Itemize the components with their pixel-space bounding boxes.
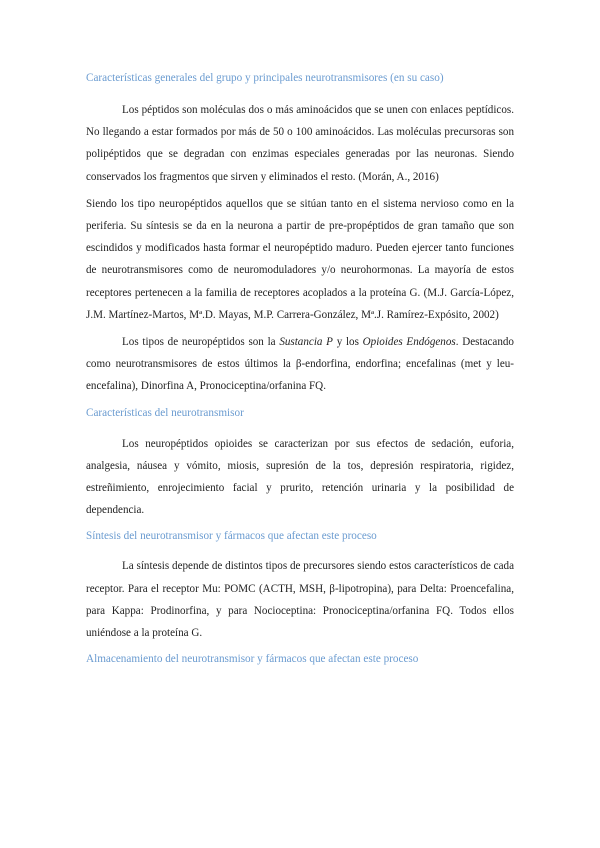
paragraph-text: Los tipos de neuropéptidos son la <box>122 336 280 349</box>
paragraph-neuropeptides: Siendo los tipo neuropéptidos aquellos que se sitúan tanto en el sistema nervioso como en la periferia. Su síntesis se da en la neurona a partir de pre-propéptidos de gran tamaño que son escindidos y modificados hasta formar el neuropéptido maduro. Pueden ejercer tanto funciones de neurotransmisores como de neuromoduladores y/o neurohormonas. La mayoría de estos receptores pertenecen a la familia de receptores acoplados a la proteína G. (M.J. García-López, J.M. Martínez-Martos, Mª.D. Mayas, M.P. Carrera-González, Mª.J. Ramírez-Expósito, 2002) <box>86 197 514 321</box>
section-heading-characteristics: Características generales del grupo y principales neurotransmisores (en su caso) <box>86 72 444 84</box>
paragraph-synthesis: La síntesis depende de distintos tipos de precursores siendo estos característicos de cada receptor. Para el receptor Mu: POMC (ACTH, MSH, β-lipotropina), para Delta: Proencefalina, para Kappa: Prodinorfina, y para Nocioceptina: Pronociceptina/orfanina FQ. Todos ellos uniéndose a la proteína G. <box>86 560 514 640</box>
paragraph-text: . Destacando como neurotransmisores de estos últimos la β-endorfina, endorfina; encefalinas (met y leu-encefalina), Dinorfina A, Pronociceptina/orfanina FQ. <box>86 336 514 393</box>
section-heading-synthesis: Síntesis del neurotransmisor y fármacos que afectan este proceso <box>86 530 377 543</box>
substance-p-term: Sustancia P <box>279 336 333 349</box>
paragraph-opioid-effects: Los neuropéptidos opioides se caracterizan por sus efectos de sedación, euforia, analgesia, náusea y vómito, miosis, supresión de la tos, depresión respiratoria, rigidez, estreñimiento, enrojecimiento facial y prurito, retención urinaria y la posibilidad de dependencia. <box>86 437 514 517</box>
paragraph-text: y los <box>332 336 363 349</box>
endogenous-opioids-term: Opioides Endógenos <box>362 336 456 349</box>
document-body <box>86 66 514 668</box>
paragraph-neuropeptide-types <box>86 331 514 398</box>
paragraph-peptides: Los péptidos son moléculas dos o más aminoácidos que se unen con enlaces peptídicos. No llegando a estar formados por más de 50 o 100 aminoácidos. Las moléculas precursoras son polipéptidos que se degradan con enzimas especiales generadas por las neuronas. Siendo conservados los fragmentos que sirven y eliminados el resto. (Morán, A., 2016) <box>86 104 514 183</box>
section-heading-storage: Almacenamiento del neurotransmisor y fármacos que afectan este proceso <box>86 653 419 666</box>
section-heading-neurotransmitter: Características del neurotransmisor <box>86 406 244 419</box>
